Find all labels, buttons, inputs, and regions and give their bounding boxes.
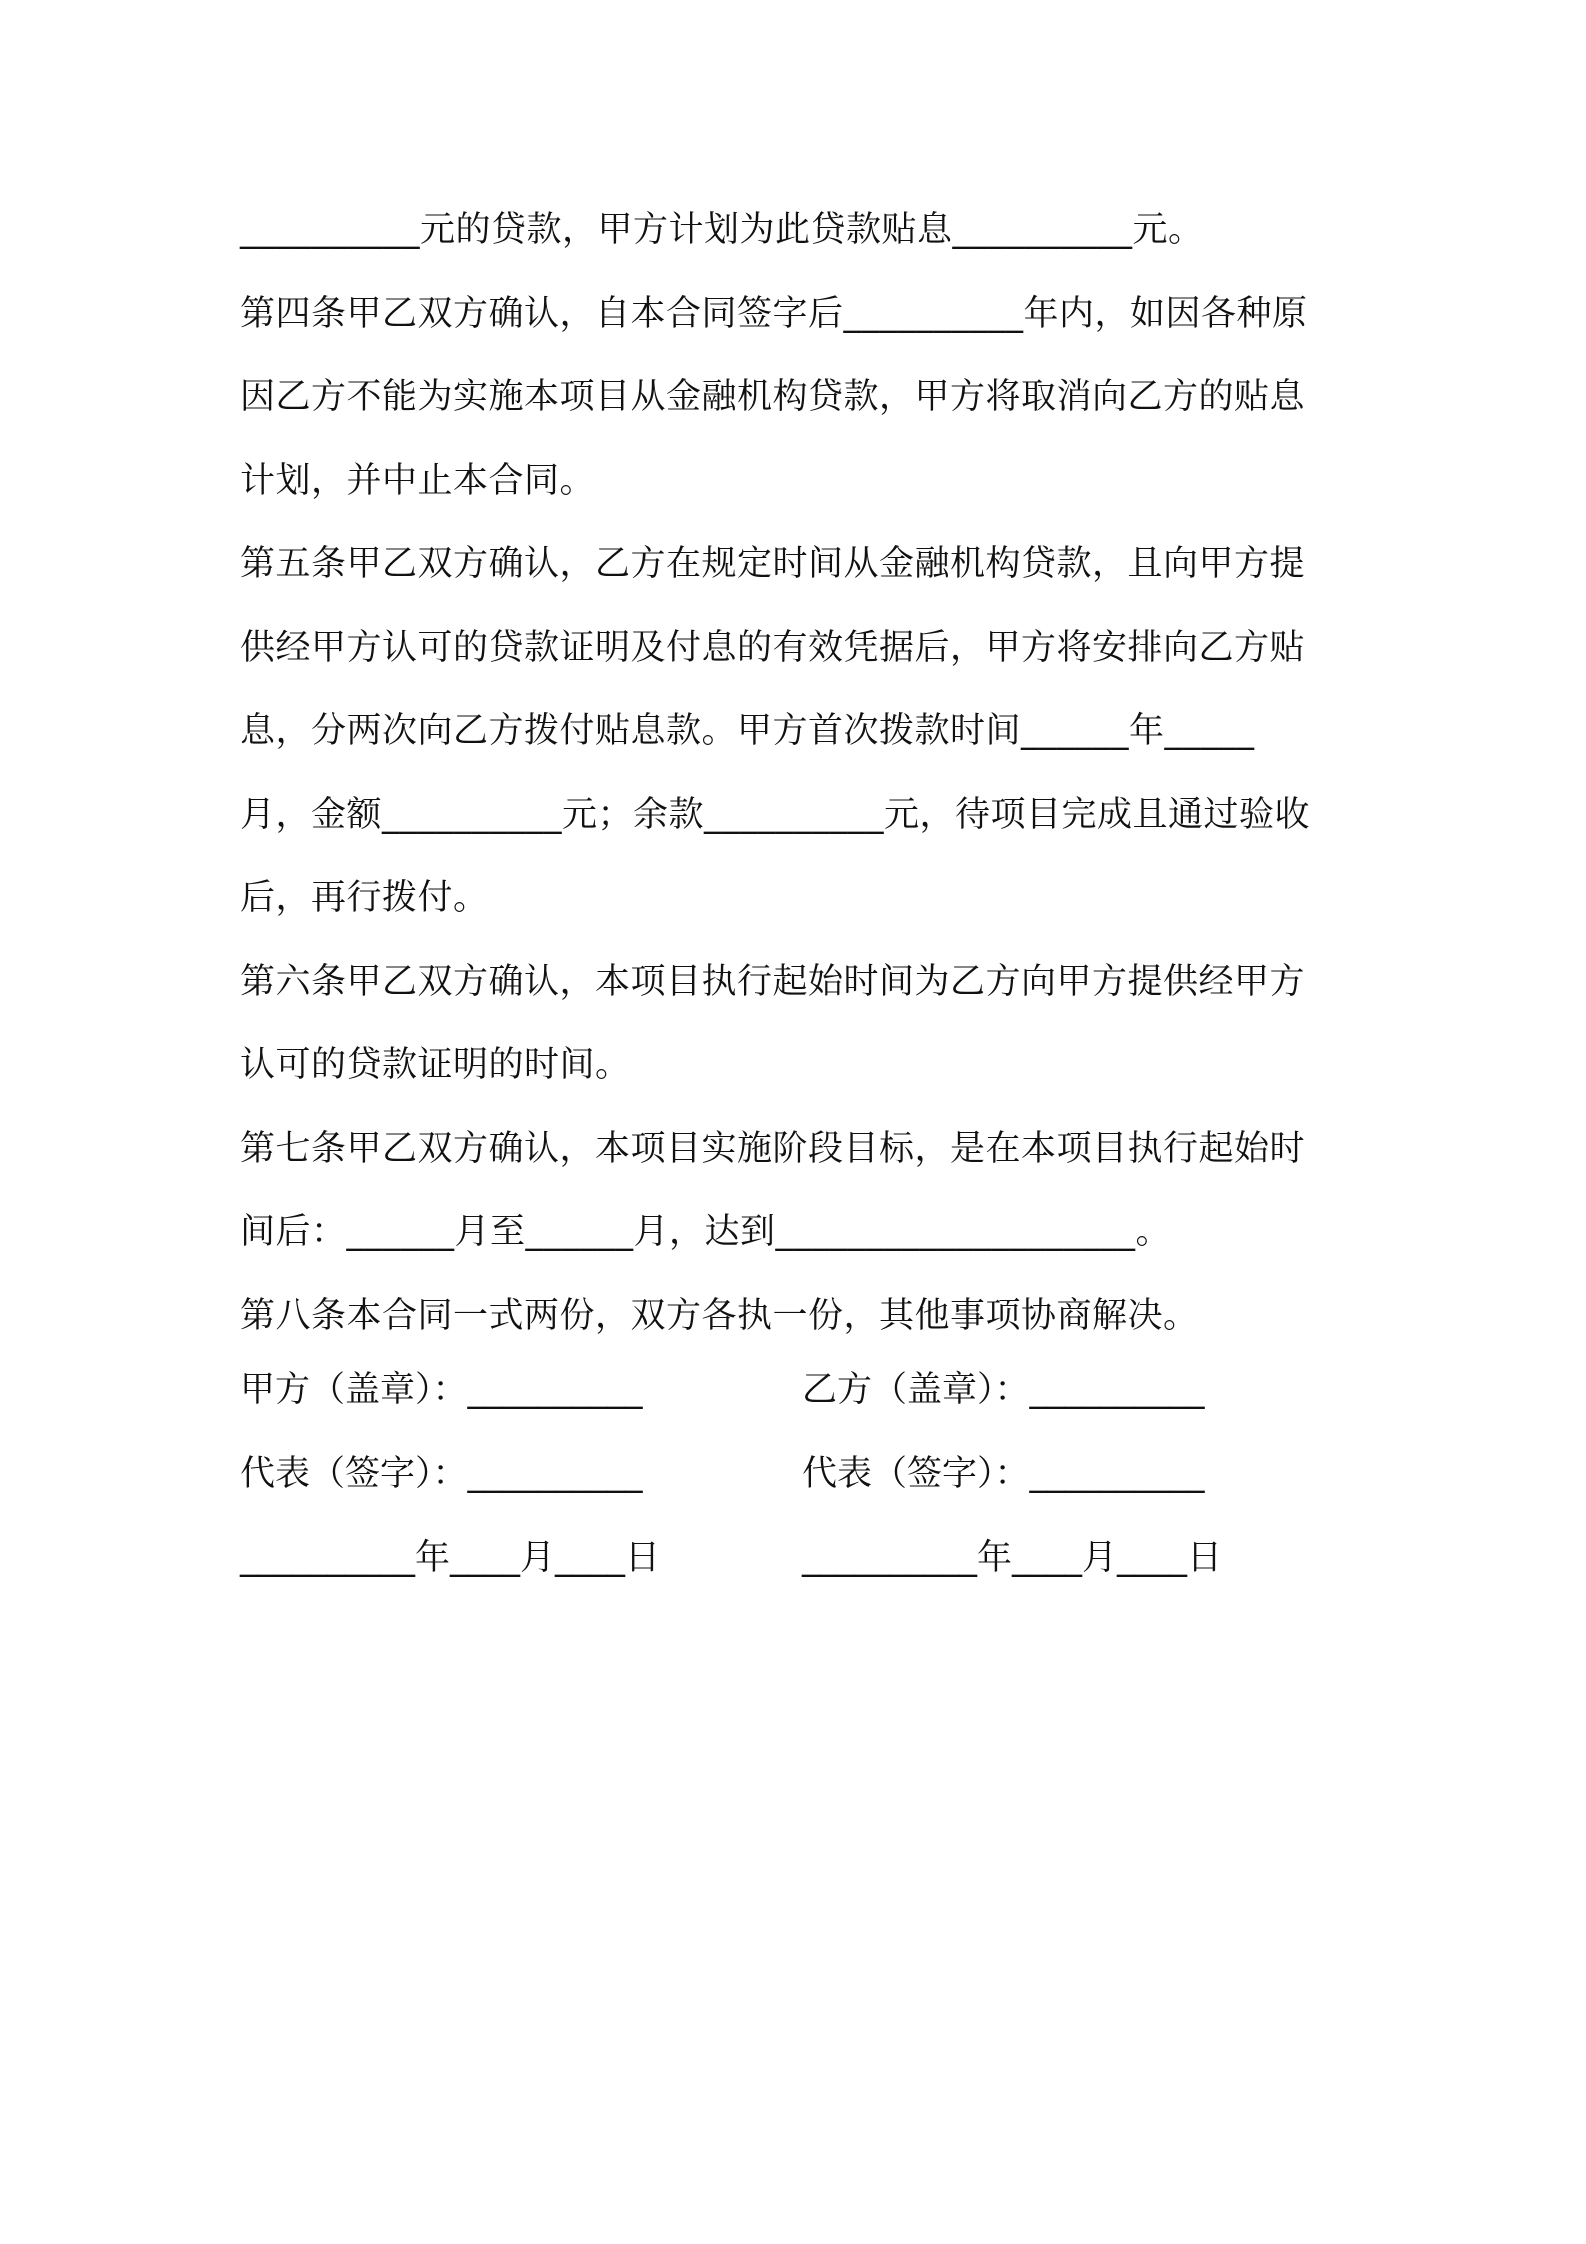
clause-line: 因乙方不能为实施本项目从金融机构贷款，甲方将取消向乙方的贴息 [240, 377, 1306, 417]
clause-line: 供经甲方认可的贷款证明及付息的有效凭据后，甲方将安排向乙方贴 [240, 627, 1306, 668]
representative-row [240, 1444, 1360, 1528]
contract-body [240, 200, 1360, 1369]
clause-line: 第五条甲乙双方确认，乙方在规定时间从金融机构贷款，且向甲方提 [240, 544, 1306, 584]
party-a-seal: 甲方（盖章）：__________ [240, 1370, 643, 1410]
signature-block [240, 1360, 1360, 1612]
clause-line: 第四条甲乙双方确认，自本合同签字后__________年内，如因各种原 [240, 293, 1308, 334]
clause-line: 后，再行拨付。 [240, 878, 489, 918]
party-b-representative: 代表（签字）：__________ [802, 1454, 1205, 1494]
clause-line: 月，金额__________元；余款__________元，待项目完成且通过验收 [240, 794, 1311, 835]
party-a-representative: 代表（签字）：__________ [240, 1454, 643, 1494]
party-b-seal: 乙方（盖章）：__________ [802, 1370, 1205, 1410]
party-b-date: __________年____月____日 [802, 1538, 1223, 1578]
clause-line: 间后：______月至______月，达到____________________。 [240, 1212, 1172, 1252]
clause-line: 息，分两次向乙方拨付贴息款。甲方首次拨款时间______年_____ [240, 711, 1255, 751]
clause-line: 计划，并中止本合同。 [240, 460, 596, 501]
seal-row [240, 1360, 1360, 1444]
clause-line: 第六条甲乙双方确认，本项目执行起始时间为乙方向甲方提供经甲方 [240, 961, 1306, 1002]
date-row [240, 1528, 1360, 1612]
clause-line: 认可的贷款证明的时间。 [240, 1045, 631, 1085]
clause-line: __________元的贷款，甲方计划为此贷款贴息__________元。 [240, 210, 1204, 250]
clause-line: 第七条甲乙双方确认，本项目实施阶段目标，是在本项目执行起始时 [240, 1128, 1306, 1169]
party-a-date: __________年____月____日 [240, 1538, 661, 1578]
clause-line: 第八条本合同一式两份，双方各执一份，其他事项协商解决。 [240, 1295, 1199, 1336]
